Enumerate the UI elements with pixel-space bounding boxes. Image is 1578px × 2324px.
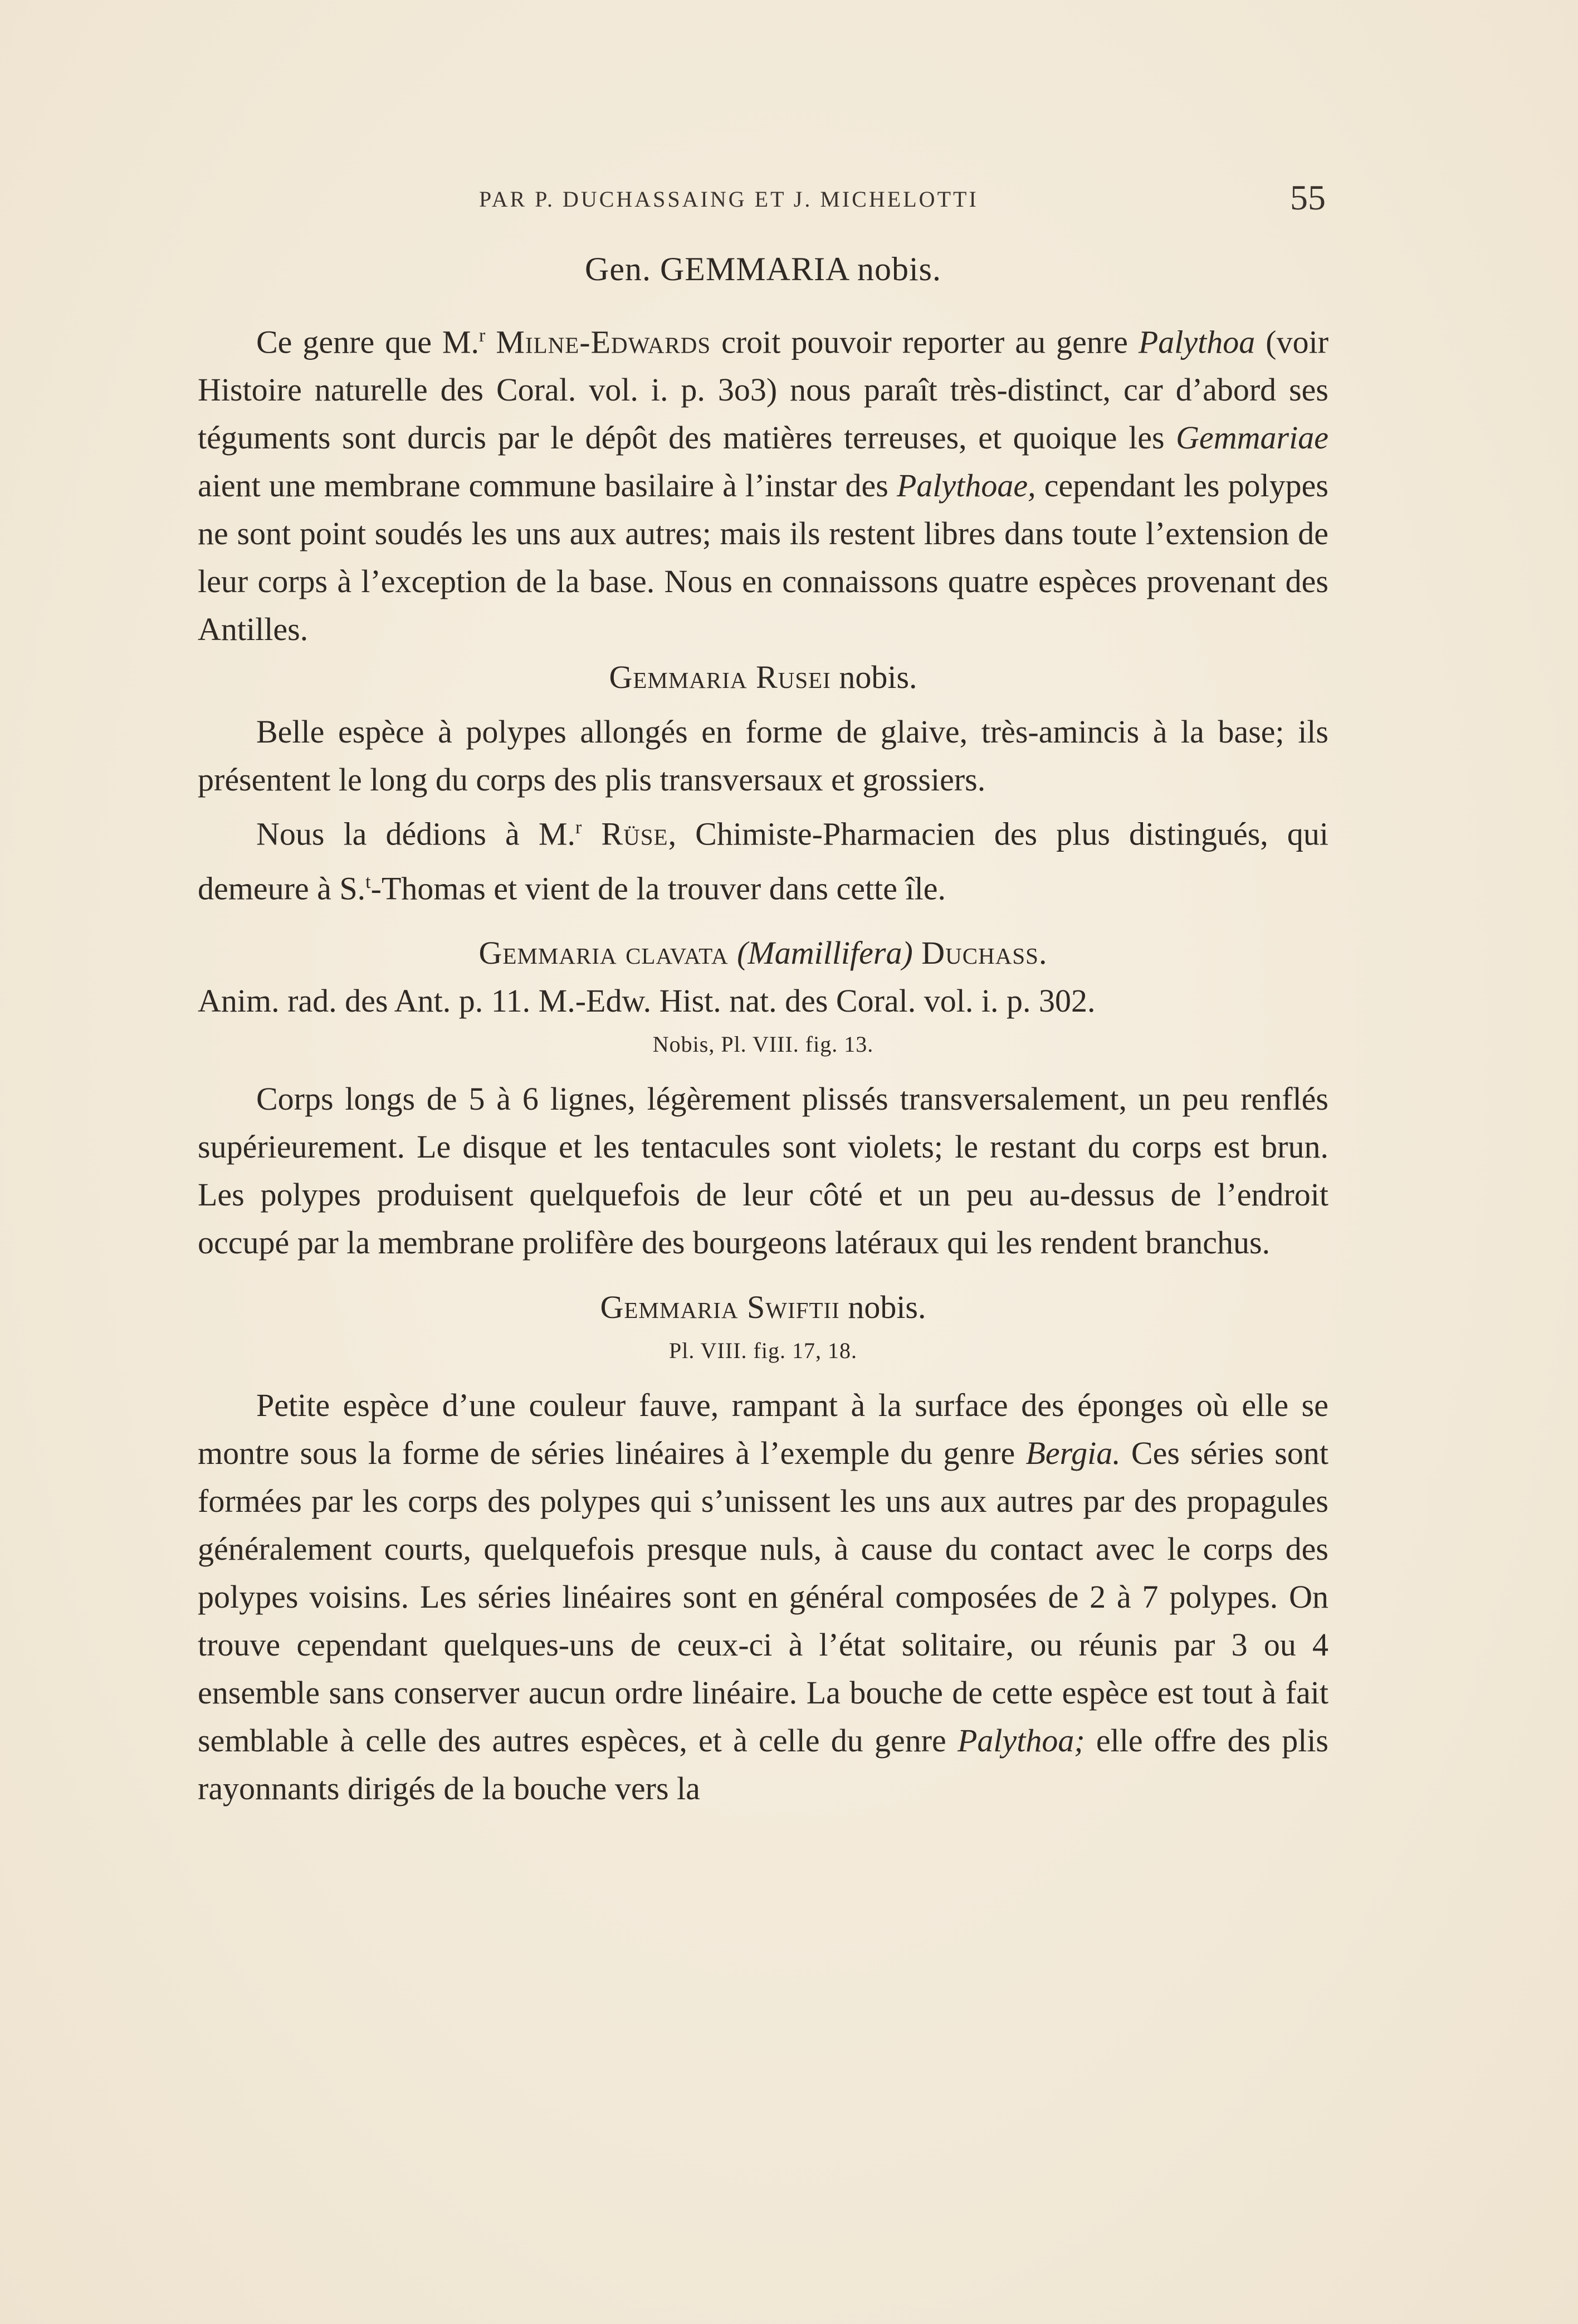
genus-title-name: GEMMARIA	[659, 251, 848, 287]
genus-italic-3: Palythoae,	[896, 467, 1036, 504]
clavata-subgenus: (Mamillifera)	[737, 934, 913, 971]
page-body	[198, 245, 1328, 1813]
rusei-text-2c: -Thomas et vient de la trouver dans cette île.	[370, 870, 946, 906]
rusei-sup-2: t	[365, 871, 371, 892]
page-header	[201, 177, 1326, 227]
species-heading-clavata	[198, 929, 1328, 977]
species-heading-swiftii	[198, 1283, 1328, 1331]
running-head: PAR P. DUCHASSAING ET J. MICHELOTTI	[479, 187, 979, 212]
genus-text-d: aient une membrane commune basilaire à l’instar des	[198, 467, 897, 504]
genus-title-suffix: nobis.	[848, 251, 942, 287]
rusei-text-2a: Nous la dédions à M.	[256, 816, 575, 852]
rusei-dedicatee: Rüse	[582, 816, 668, 852]
clavata-name: Gemmaria clavata	[478, 934, 737, 971]
genus-title-prefix: Gen.	[584, 251, 660, 287]
swiftii-plate-reference: Pl. VIII. fig. 17, 18.	[669, 1337, 857, 1363]
genus-author: Milne-Edwards	[496, 324, 711, 360]
swiftii-italic-1: Bergia.	[1025, 1434, 1121, 1471]
genus-text-a: Ce genre que M.	[256, 324, 480, 360]
genus-italic-2: Gemmariae	[1176, 419, 1328, 456]
rusei-suffix: nobis.	[830, 659, 917, 696]
genus-sup: r	[479, 325, 486, 346]
page-number: 55	[1290, 178, 1326, 217]
swiftii-name: Gemmaria Swiftii	[600, 1288, 840, 1325]
swiftii-suffix: nobis.	[839, 1288, 926, 1325]
swiftii-text-b: Ces séries sont formées par les corps des polypes qui s’unissent les uns aux autres par des propagules généralement courts, quelquefois presque nuls, à cause du contact avec le corps des polypes voisins. Les séries linéaires sont en général composées de 2 à 7 polypes. On trouve cependant quelques-uns de ceux-ci à l’état solitaire, ou réunis par 3 ou 4 ensemble sans conserver aucun ordre linéaire. La bouche de cette espèce est tout à fait semblable à celle des autres espèces, et à celle du genre	[198, 1434, 1328, 1759]
swiftii-text-c: elle offre des plis rayonnants dirigés de la bouche vers la	[198, 1722, 1329, 1807]
rusei-text-2b: , Chimiste-Pharmacien des plus distingués, qui demeure à S.	[198, 816, 1328, 906]
clavata-description: Corps longs de 5 à 6 lignes, légèrement plissés transversalement, un peu renflés supérieurement. Le disque et les tentacules sont violets; le restant du corps est brun. Les polypes produisent quelquefois de leur côté et un peu au-dessus de l’endroit occupé par la membrane prolifère des bourgeons latéraux qui les rendent branchus.	[198, 1080, 1328, 1261]
rusei-sup: r	[575, 817, 582, 838]
rusei-name: Gemmaria Rusei	[609, 659, 831, 696]
rusei-description	[198, 708, 1328, 804]
rusei-dedication	[198, 804, 1328, 912]
genus-title	[198, 245, 1328, 293]
swiftii-italic-2: Palythoa;	[957, 1722, 1085, 1759]
clavata-reference: Anim. rad. des Ant. p. 11. M.-Edw. Hist. nat. des Coral. vol. i. p. 302.	[198, 982, 1096, 1019]
rusei-text-1: Belle espèce à polypes allongés en forme de glaive, très-amincis à la base; ils présentent le long du corps des plis transversaux et grossiers.	[198, 714, 1328, 798]
genus-text-e: cependant les polypes ne sont point soudés les uns aux autres; mais ils restent libres dans toute l’extension de leur corps à l’exception de la base. Nous en connaissons quatre espèces provenant des Antilles.	[198, 467, 1329, 648]
genus-description	[198, 312, 1328, 653]
genus-italic-1: Palythoa	[1138, 324, 1255, 360]
clavata-plate-reference: Nobis, Pl. VIII. fig. 13.	[652, 1031, 874, 1057]
genus-text-b: croit pouvoir reporter au genre	[711, 324, 1139, 360]
species-heading-rusei	[198, 653, 1328, 701]
genus-text-c: (voir Histoire naturelle des Coral. vol. i. p. 3o3) nous paraît très-distinct, car d’abord ses téguments sont durcis par le dépôt des matières terreuses, et quoique les	[198, 324, 1329, 456]
clavata-author: Duchass.	[912, 934, 1048, 971]
swiftii-text-a: Petite espèce d’une couleur fauve, rampant à la surface des éponges où elle se montre sous la forme de séries linéaires à l’exemple du genre	[198, 1386, 1328, 1471]
swiftii-description	[198, 1381, 1328, 1813]
